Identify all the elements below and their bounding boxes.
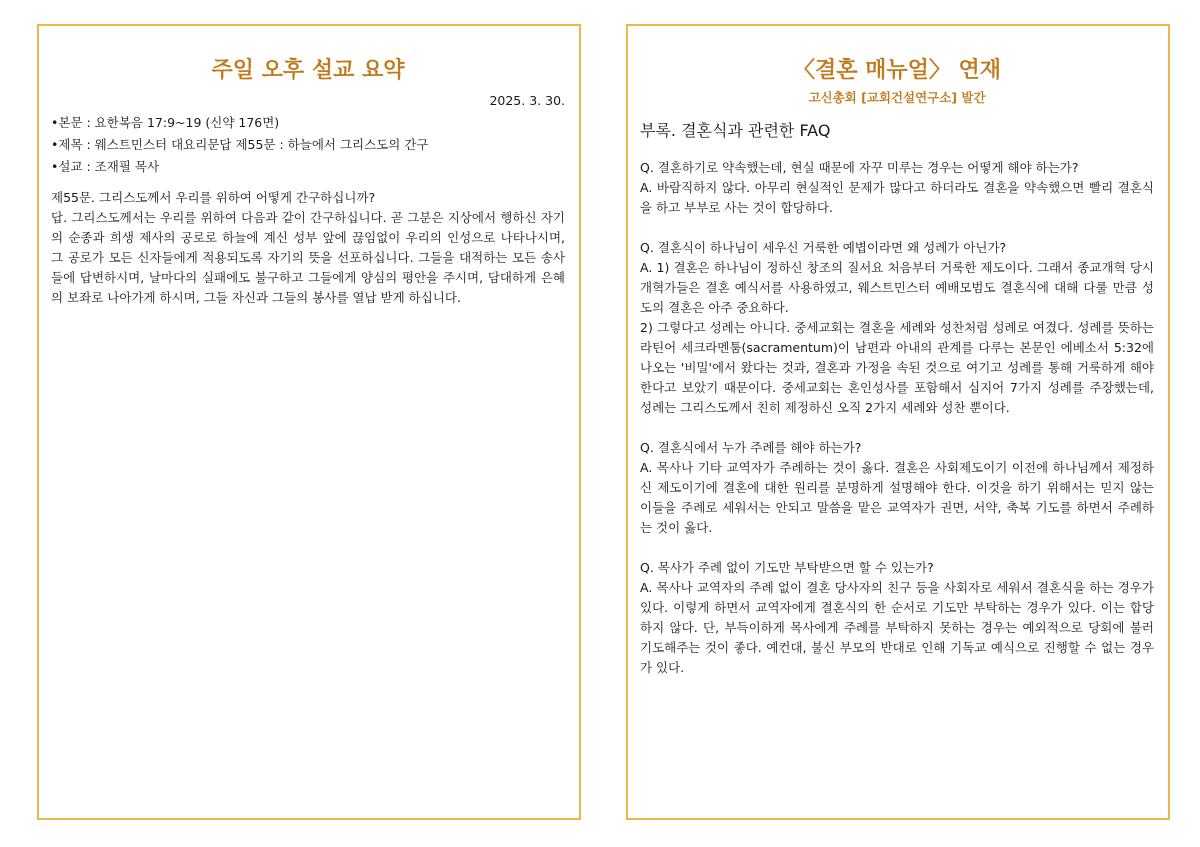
faq-list [640,158,1154,678]
sermon-topic-line: •제목 : 웨스트민스터 대요리문답 제55문 : 하늘에서 그리스도의 간구 [51,137,429,152]
sermon-title: 주일 오후 설교 요약 [211,58,405,83]
sermon-date: 2025. 3. 30. [489,93,565,108]
faq-answer: A. 목사나 기타 교역자가 주례하는 것이 옳다. 결혼은 사회제도이기 이전에 하나님께서 제정하신 제도이기에 결혼에 대한 원리를 분명하게 설명해야 한다. 이것을 하기 위해서는 믿지 않는 이들을 주례로 세워서는 안되고 말씀을 맡은 교역자가 권면, 서약, 축복 기도를 하면서 주례하는 것이 옳다. [640,460,1154,535]
faq-section-heading: 부록. 결혼식과 관련한 FAQ [640,121,831,140]
faq-question: Q. 결혼식이 하나님이 세우신 거룩한 예볍이라면 왜 성례가 아닌가? [640,240,1007,255]
sermon-meta [51,114,565,176]
faq-question: Q. 목사가 주례 없이 기도만 부탁받으면 할 수 있는가? [640,560,934,575]
catechism-body [51,188,565,308]
faq-answer: A. 1) 결혼은 하나님이 정하신 창조의 질서요 처음부터 거룩한 제도이다. 그래서 종교개혁 당시 개혁가들은 결혼 예식서를 사용하였고, 웨스트민스터 예배모범도 결혼식에 대해 다룰 만큼 성도의 결혼은 아주 중요하다. [640,260,1154,315]
manual-title: 〈결혼 매뉴얼〉 연재 [792,58,1002,83]
manual-publisher: 고신총회 [교회건설연구소] 발간 [808,90,986,105]
faq-answer: A. 바람직하지 않다. 아무리 현실적인 문제가 많다고 하더라도 결혼을 약속했으면 빨리 결혼식을 하고 부부로 사는 것이 합당하다. [640,180,1154,215]
faq-question: Q. 결혼하기로 약속했는데, 현실 때문에 자꾸 미루는 경우는 어떻게 해야 하는가? [640,160,1079,175]
catechism-answer: 답. 그리스도께서는 우리를 위하여 다음과 같이 간구하십니다. 곧 그분은 지상에서 행하신 자기의 순종과 희생 제사의 공로로 하늘에 계신 성부 앞에 끊임없이 우리의 인성으로 나타나시며, 그 공로가 모든 신자들에게 적용되도록 자기의 뜻을 선포하십니다. 그들을 대적하는 모든 송사들에 답변하시며, 날마다의 실패에도 불구하고 그들에게 양심의 평안을 주시며, 담대하게 은혜의 보좌로 나아가게 하시며, 그들 자신과 그들의 봉사를 열납 받게 하십니다. [51,210,565,305]
faq-question: Q. 결혼식에서 누가 주례를 해야 하는가? [640,440,862,455]
wedding-manual-panel [626,24,1170,820]
faq-answer: 2) 그렇다고 성례는 아니다. 중세교회는 결혼을 세례와 성찬처럼 성례로 여겼다. 성례를 뜻하는 라틴어 세크라멘툼(sacramentum)이 남편과 아내의 관계를 다루는 본문인 에베소서 5:32에 나오는 '비밀'에서 왔다는 것과, 결혼과 가정을 속된 것으로 여기고 성례를 통해 거룩하게 해야 한다고 보았기 때문이다. 중세교회는 혼인성사를 포함해서 심지어 7가지 성례를 주장했는데, 성례는 그리스도께서 친히 제정하신 오직 2가지 세례와 성찬 뿐이다. [640,320,1154,415]
sermon-summary-panel [37,24,581,820]
faq-answer: A. 목사나 교역자의 주례 없이 결혼 당사자의 친구 등을 사회자로 세워서 결혼식을 하는 경우가 있다. 이렇게 하면서 교역자에게 결혼식의 한 순서로 기도만 부탁하는 경우가 있다. 이는 합당하지 않다. 단, 부득이하게 목사에게 주례를 부탁하지 못하는 경우는 예외적으로 당회에 불러 기도해주는 것이 좋다. 예컨대, 불신 부모의 반대로 인해 기독교 예식으로 진행할 수 없는 경우가 있다. [640,580,1154,675]
scripture-line: •본문 : 요한복음 17:9~19 (신약 176면) [51,115,280,130]
preacher-line: •설교 : 조재필 목사 [51,159,160,174]
catechism-question: 제55문. 그리스도께서 우리를 위하여 어떻게 간구하십니까? [51,190,376,205]
